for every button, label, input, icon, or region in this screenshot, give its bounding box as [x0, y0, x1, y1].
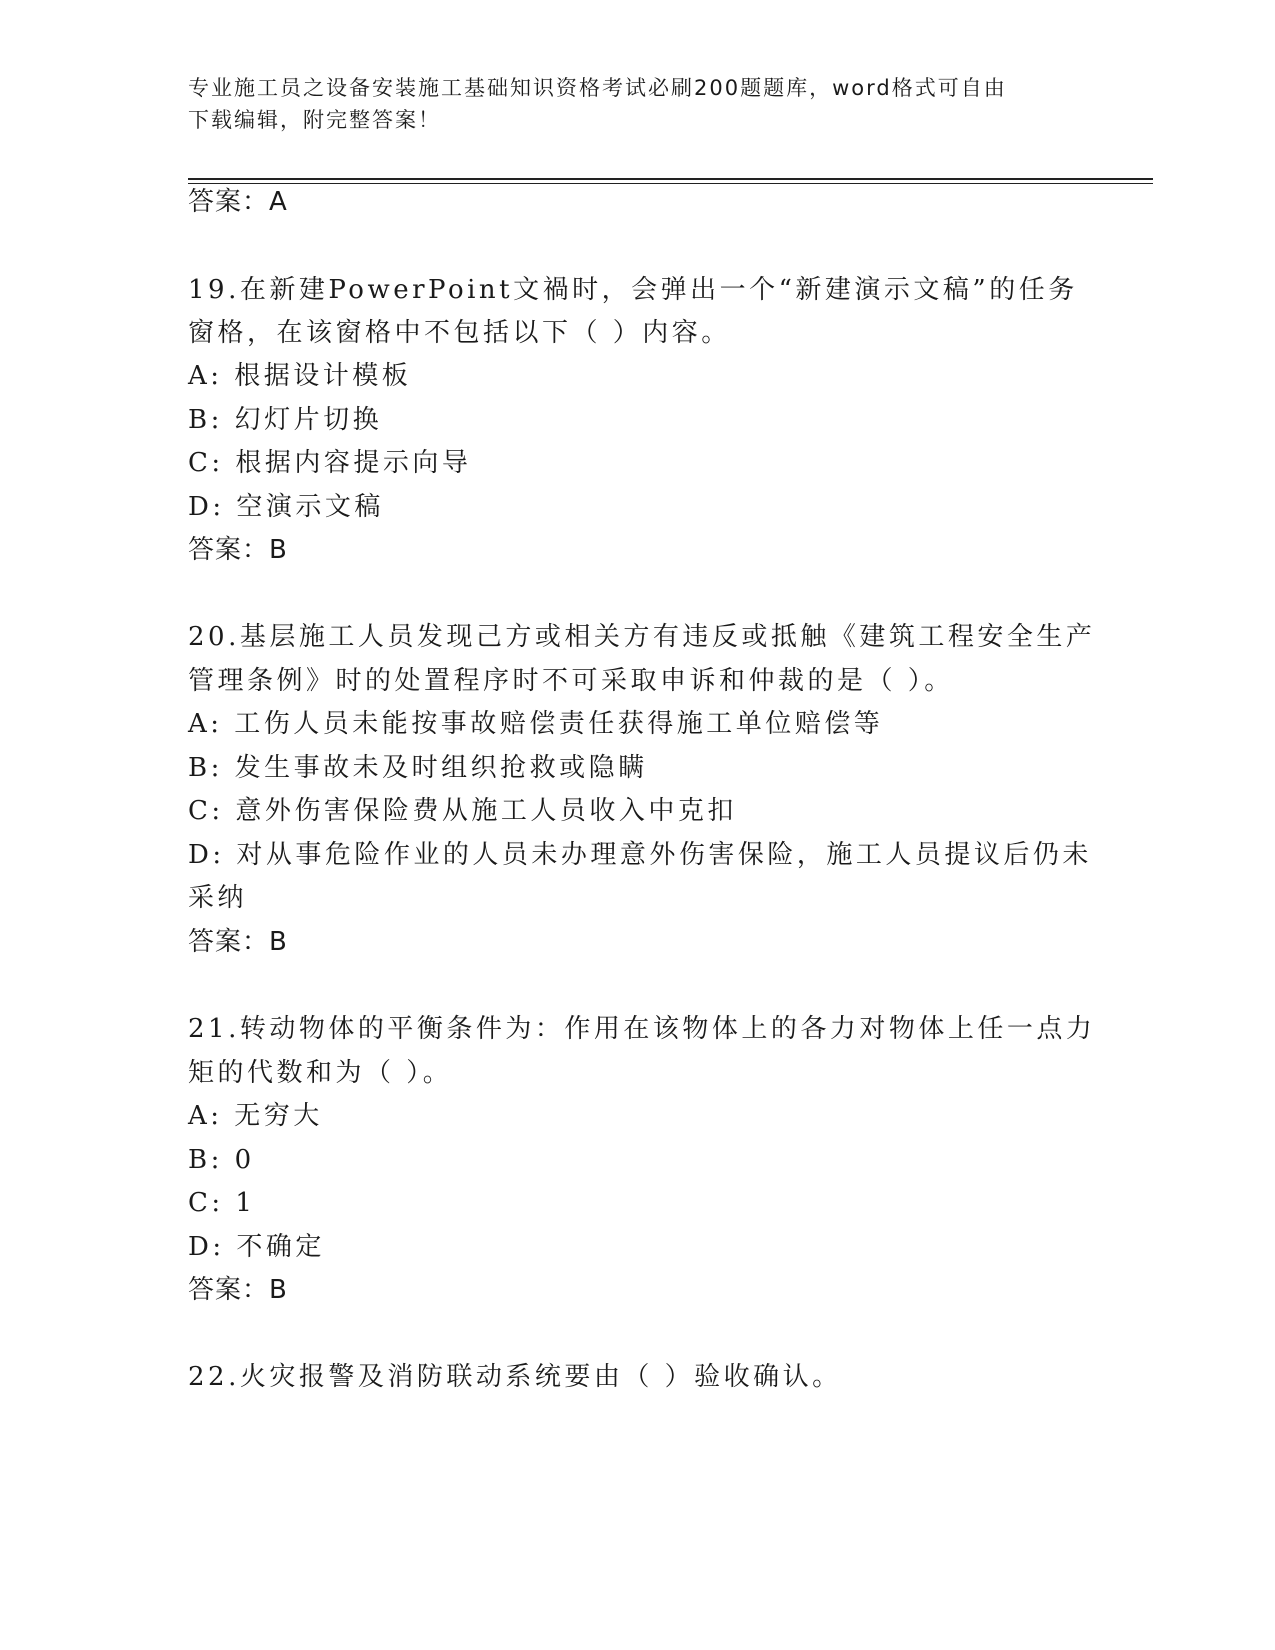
q21-stem-line-1: 21.转动物体的平衡条件为：作用在该物体上的各力对物体上任一点力 [188, 1014, 1096, 1044]
header-line-1: 专业施工员之设备安装施工基础知识资格考试必刷200题题库，word格式可自由 [188, 76, 1007, 100]
q20-option-b: B: 发生事故未及时组织抢救或隐瞒 [188, 753, 648, 783]
q19-option-b: B: 幻灯片切换 [188, 405, 383, 435]
q21-option-b: B: 0 [188, 1145, 255, 1175]
q20-stem-line-2: 管理条例》时的处置程序时不可采取申诉和仲裁的是（ ）。 [188, 666, 954, 696]
header-divider-thin [188, 183, 1153, 184]
q21-answer: 答案：B [188, 1275, 288, 1305]
q20-option-c: C: 意外伤害保险费从施工人员收入中克扣 [188, 796, 737, 826]
q19-answer: 答案：B [188, 535, 288, 565]
q21-stem-line-2: 矩的代数和为（ ）。 [188, 1058, 453, 1088]
q20-option-d-line-2: 采纳 [188, 883, 248, 913]
q21-option-c: C: 1 [188, 1188, 256, 1218]
q20-stem-line-1: 20.基层施工人员发现己方或相关方有违反或抵触《建筑工程安全生产 [188, 622, 1096, 652]
q21-option-d: D: 不确定 [188, 1232, 325, 1262]
document-header [188, 72, 1068, 136]
q19-option-a: A: 根据设计模板 [188, 361, 412, 391]
q20-option-d-line-1: D: 对从事危险作业的人员未办理意外伤害保险，施工人员提议后仍未 [188, 840, 1092, 870]
q20-option-a: A: 工伤人员未能按事故赔偿责任获得施工单位赔偿等 [188, 709, 884, 739]
prev-answer: 答案：A [188, 187, 288, 217]
header-divider-thick [188, 178, 1153, 180]
header-line-2: 下载编辑，附完整答案！ [188, 108, 441, 132]
q20-answer: 答案：B [188, 927, 288, 957]
q21-option-a: A: 无穷大 [188, 1101, 323, 1131]
q19-stem-line-2: 窗格，在该窗格中不包括以下（ ）内容。 [188, 318, 731, 348]
q19-stem-line-1: 19.在新建PowerPoint文禍时，会弹出一个“新建演示文稿”的任务 [188, 275, 1078, 305]
q22-stem-line-1: 22.火灾报警及消防联动系统要由（ ）验收确认。 [188, 1362, 842, 1392]
q19-option-d: D: 空演示文稿 [188, 492, 384, 522]
q19-option-c: C: 根据内容提示向导 [188, 448, 472, 478]
